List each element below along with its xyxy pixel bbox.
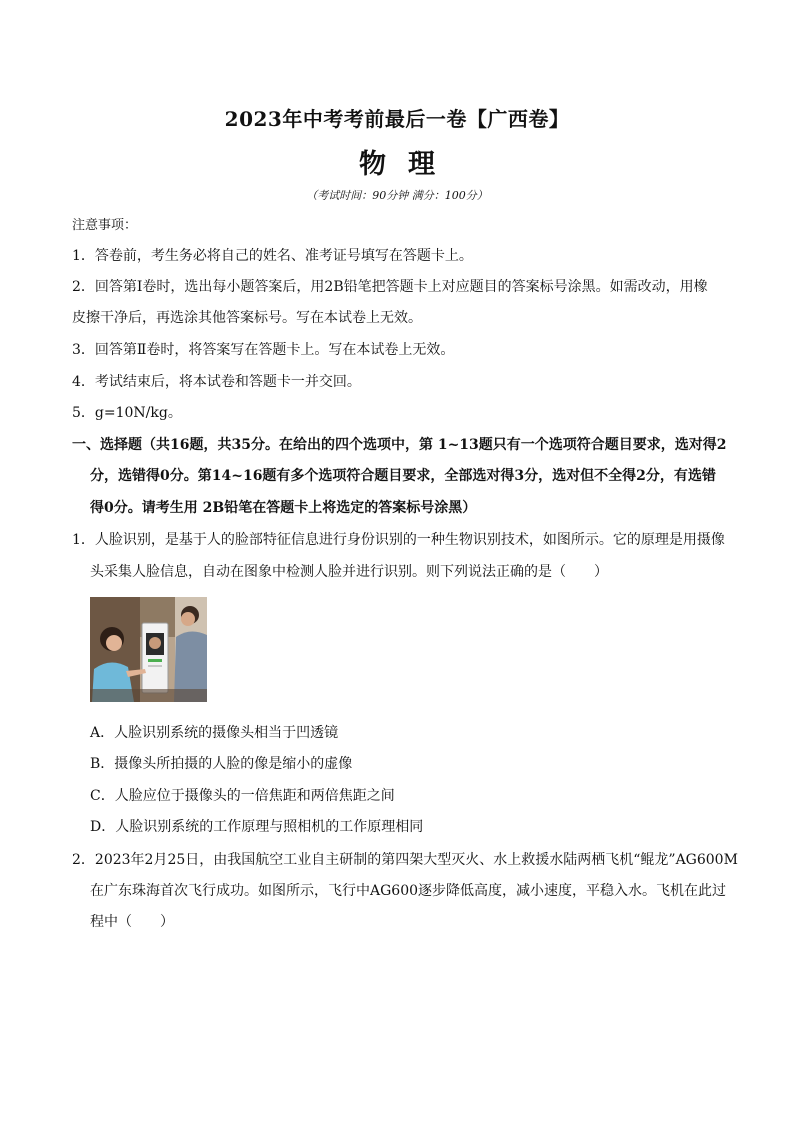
notice-item-3: 3．回答第Ⅱ卷时，将答案写在答题卡上。写在本试卷上无效。 bbox=[72, 342, 455, 358]
notice-item-5: 5．g=10N/kg。 bbox=[72, 405, 182, 421]
exam-info: （考试时间：90分钟 满分：100分） bbox=[306, 189, 488, 202]
section-heading-line-3: 得0分。请考生用 2B铅笔在答题卡上将选定的答案标号涂黑） bbox=[90, 500, 477, 516]
face-recognition-illustration bbox=[90, 597, 207, 702]
question-1-option-a: A．人脸识别系统的摄像头相当于凹透镜 bbox=[90, 725, 339, 741]
exam-title: 2023年中考考前最后一卷【广西卷】 bbox=[224, 107, 570, 131]
notice-item-4: 4．考试结束后，将本试卷和答题卡一并交回。 bbox=[72, 374, 361, 390]
subject-title: 物理 bbox=[359, 149, 457, 180]
face-recognition-photo bbox=[90, 597, 207, 702]
question-1-line-1: 1．人脸识别，是基于人的脸部特征信息进行身份识别的一种生物识别技术，如图所示。它的原理是用摄像 bbox=[72, 532, 725, 548]
question-1-option-d: D．人脸识别系统的工作原理与照相机的工作原理相同 bbox=[90, 819, 424, 835]
question-1-option-b: B．摄像头所拍摄的人脸的像是缩小的虚像 bbox=[90, 756, 353, 772]
notice-heading: 注意事项： bbox=[72, 218, 138, 233]
question-1-line-2: 头采集人脸信息，自动在图象中检测人脸并进行识别。则下列说法正确的是（ ） bbox=[90, 564, 608, 580]
question-2-line-3: 程中（ ） bbox=[90, 914, 174, 930]
section-heading-line-2: 分，选错得0分。第14~16题有多个选项符合题目要求，全部选对得3分，选对但不全得2分，有选错 bbox=[90, 468, 716, 484]
question-2-line-2: 在广东珠海首次飞行成功。如图所示，飞行中AG600逐步降低高度，减小速度，平稳入水。飞机在此过 bbox=[90, 883, 727, 899]
notice-item-1: 1．答卷前，考生务必将自己的姓名、准考证号填写在答题卡上。 bbox=[72, 248, 473, 264]
section-heading-line-1: 一、选择题（共16题，共35分。在给出的四个选项中，第 1~13题只有一个选项符合题目要求，选对得2 bbox=[72, 437, 727, 453]
question-2-line-1: 2．2023年2月25日，由我国航空工业自主研制的第四架大型灭火、水上救援水陆两栖飞机“鲲龙”AG600M bbox=[72, 852, 738, 868]
notice-item-2: 2．回答第Ⅰ卷时，选出每小题答案后，用2B铅笔把答题卡上对应题目的答案标号涂黑。如需改动，用橡 bbox=[72, 279, 708, 295]
question-1-option-c: C．人脸应位于摄像头的一倍焦距和两倍焦距之间 bbox=[90, 788, 395, 804]
notice-item-2-cont: 皮擦干净后，再选涂其他答案标号。写在本试卷上无效。 bbox=[72, 310, 422, 326]
